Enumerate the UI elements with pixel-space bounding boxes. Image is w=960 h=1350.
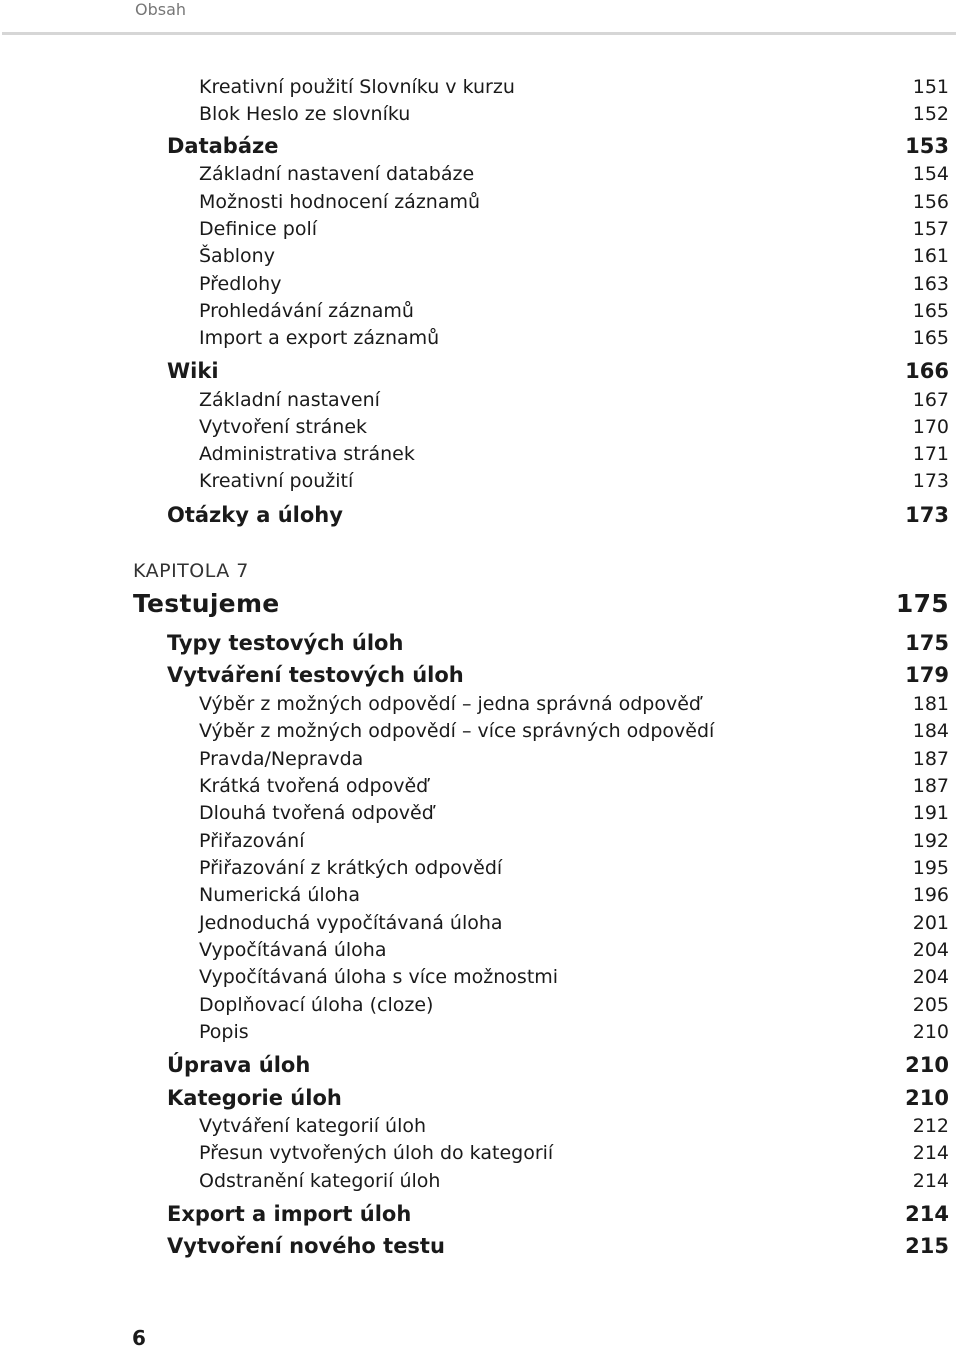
toc-entry-page: 192 (912, 830, 949, 852)
toc-section-page: 210 (905, 1086, 949, 1110)
page-number: 6 (132, 1326, 146, 1350)
toc-entry-page: 187 (912, 775, 949, 797)
toc-entry-title: Odstranění kategorií úloh (199, 1170, 441, 1192)
toc-section[interactable] (167, 631, 949, 655)
toc-entry-title: Přiřazování (199, 830, 305, 852)
toc-entry-title: Definice polí (199, 218, 318, 240)
toc-entry-page: 171 (912, 443, 949, 465)
toc-section-title: Vytvoření nového testu (167, 1234, 445, 1258)
toc-entry-page: 165 (912, 327, 949, 349)
toc-section[interactable] (167, 663, 949, 687)
toc-entry-page: 173 (912, 470, 949, 492)
toc-entry-page: 205 (912, 994, 949, 1016)
toc-entry-title: Blok Heslo ze slovníku (199, 103, 411, 125)
toc-entry-title: Import a export záznamů (199, 327, 440, 349)
toc-entry-page: 163 (912, 273, 949, 295)
toc-entry[interactable] (199, 884, 949, 906)
toc-section-title: Úprava úloh (167, 1053, 311, 1077)
toc-section-title: Vytváření testových úloh (167, 663, 464, 687)
toc-entry[interactable] (199, 1021, 949, 1043)
toc-entry[interactable] (199, 830, 949, 852)
chapter-label: KAPITOLA 7 (133, 560, 249, 582)
toc-section[interactable] (167, 359, 949, 383)
toc-entry-page: 214 (912, 1142, 949, 1164)
toc-entry[interactable] (199, 327, 949, 349)
toc-entry-page: 184 (912, 720, 949, 742)
toc-entry-title: Předlohy (199, 273, 282, 295)
toc-entry-page: 187 (912, 748, 949, 770)
toc-section-page: 175 (905, 631, 949, 655)
toc-entry-title: Administrativa stránek (199, 443, 415, 465)
chapter-title: Testujeme (133, 589, 280, 618)
toc-entry[interactable] (199, 76, 949, 98)
toc-entry[interactable] (199, 1115, 949, 1137)
toc-entry-page: 151 (912, 76, 949, 98)
toc-entry-page: 214 (912, 1170, 949, 1192)
toc-entry-title: Kreativní použití Slovníku v kurzu (199, 76, 515, 98)
toc-entry-page: 201 (912, 912, 949, 934)
toc-entry-title: Vypočítávaná úloha (199, 939, 387, 961)
header-rule (2, 32, 956, 35)
toc-section-page: 215 (905, 1234, 949, 1258)
toc-entry[interactable] (199, 191, 949, 213)
toc-section-page: 214 (905, 1202, 949, 1226)
toc-entry[interactable] (199, 470, 949, 492)
toc-entry-page: 195 (912, 857, 949, 879)
toc-entry-page: 170 (912, 416, 949, 438)
toc-entry[interactable] (199, 416, 949, 438)
toc-entry-page: 181 (912, 693, 949, 715)
toc-entry-title: Vytváření kategorií úloh (199, 1115, 427, 1137)
toc-entry[interactable] (199, 939, 949, 961)
toc-entry-title: Přesun vytvořených úloh do kategorií (199, 1142, 554, 1164)
toc-section[interactable] (167, 503, 949, 527)
toc-entry[interactable] (199, 389, 949, 411)
toc-entry-title: Kreativní použití (199, 470, 354, 492)
toc-section[interactable] (167, 1053, 949, 1077)
chapter-page: 175 (895, 589, 949, 618)
toc-entry[interactable] (199, 245, 949, 267)
toc-section-page: 210 (905, 1053, 949, 1077)
toc-entry[interactable] (199, 443, 949, 465)
toc-section[interactable] (167, 1086, 949, 1110)
toc-entry-page: 204 (912, 939, 949, 961)
toc-entry-title: Popis (199, 1021, 249, 1043)
toc-section-page: 166 (905, 359, 949, 383)
toc-section-page: 173 (905, 503, 949, 527)
toc-entry-page: 212 (912, 1115, 949, 1137)
toc-chapter[interactable] (133, 589, 949, 618)
toc-entry[interactable] (199, 273, 949, 295)
toc-entry-title: Šablony (199, 245, 275, 267)
toc-entry-title: Jednoduchá vypočítávaná úloha (199, 912, 503, 934)
toc-entry-title: Vytvoření stránek (199, 416, 368, 438)
toc-entry[interactable] (199, 912, 949, 934)
toc-section-page: 179 (905, 663, 949, 687)
running-head-title: Obsah (135, 0, 187, 19)
toc-entry[interactable] (199, 300, 949, 322)
toc-entry-page: 154 (912, 163, 949, 185)
toc-section-title: Typy testových úloh (167, 631, 404, 655)
toc-entry-title: Výběr z možných odpovědí – jedna správná odpověď (199, 693, 701, 715)
toc-section[interactable] (167, 134, 949, 158)
toc-entry-page: 196 (912, 884, 949, 906)
toc-entry-page: 161 (912, 245, 949, 267)
toc-entry[interactable] (199, 966, 949, 988)
toc-entry[interactable] (199, 1142, 949, 1164)
toc-entry-page: 152 (912, 103, 949, 125)
toc-entry[interactable] (199, 857, 949, 879)
toc-entry-page: 157 (912, 218, 949, 240)
toc-entry[interactable] (199, 163, 949, 185)
toc-entry-title: Možnosti hodnocení záznamů (199, 191, 481, 213)
toc-entry-page: 165 (912, 300, 949, 322)
toc-entry-title: Dlouhá tvořená odpověď (199, 802, 434, 824)
toc-entry[interactable] (199, 720, 949, 742)
toc-entry-title: Krátká tvořená odpověď (199, 775, 429, 797)
toc-entry[interactable] (199, 802, 949, 824)
toc-entry-title: Přiřazování z krátkých odpovědí (199, 857, 503, 879)
toc-entry-title: Doplňovací úloha (cloze) (199, 994, 434, 1016)
toc-entry-title: Pravda/Nepravda (199, 748, 364, 770)
toc-section-title: Databáze (167, 134, 279, 158)
toc-entry-title: Prohledávání záznamů (199, 300, 414, 322)
toc-entry[interactable] (199, 1170, 949, 1192)
toc-section-title: Wiki (167, 359, 219, 383)
toc-entry-title: Numerická úloha (199, 884, 360, 906)
toc-entry[interactable] (199, 103, 949, 125)
toc-entry[interactable] (199, 693, 949, 715)
toc-entry-page: 156 (912, 191, 949, 213)
toc-entry-page: 191 (912, 802, 949, 824)
toc-section-title: Kategorie úloh (167, 1086, 342, 1110)
toc-section[interactable] (167, 1202, 949, 1226)
toc-section-page: 153 (905, 134, 949, 158)
toc-entry-page: 210 (912, 1021, 949, 1043)
toc-entry[interactable] (199, 748, 949, 770)
toc-section[interactable] (167, 1234, 949, 1258)
toc-entry[interactable] (199, 218, 949, 240)
toc-entry[interactable] (199, 994, 949, 1016)
toc-section-title: Export a import úloh (167, 1202, 412, 1226)
toc-entry-title: Základní nastavení (199, 389, 380, 411)
toc-entry[interactable] (199, 775, 949, 797)
toc-entry-page: 167 (912, 389, 949, 411)
toc-section-title: Otázky a úlohy (167, 503, 343, 527)
toc-entry-title: Základní nastavení databáze (199, 163, 475, 185)
toc-entry-title: Výběr z možných odpovědí – více správných odpovědí (199, 720, 715, 742)
toc-entry-page: 204 (912, 966, 949, 988)
toc-entry-title: Vypočítávaná úloha s více možnostmi (199, 966, 559, 988)
